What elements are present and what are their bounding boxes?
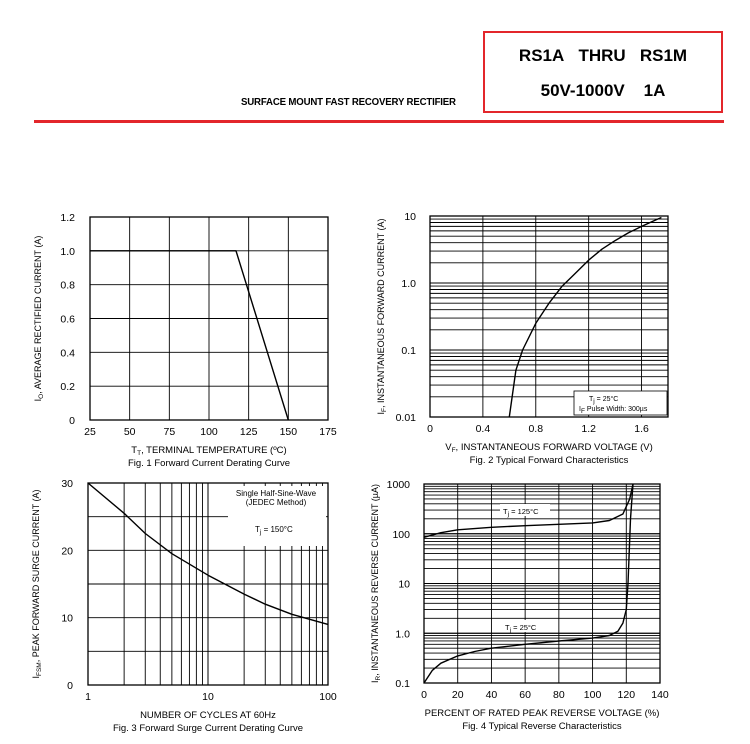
figure-caption: Fig. 3 Forward Surge Current Derating Curve — [112, 723, 304, 734]
y-tick-label: 10 — [61, 612, 73, 625]
x-tick-label: 1 — [85, 691, 91, 703]
figure-2 — [376, 211, 668, 466]
x-tick-label: 125 — [239, 426, 258, 438]
x-tick-label: 100 — [319, 691, 337, 703]
grid-lines-2 — [430, 216, 668, 417]
x-tick-label: 100 — [200, 426, 218, 438]
x-tick-label: 175 — [319, 426, 337, 438]
x-tick-label: 10 — [202, 691, 214, 703]
series-line-1 — [90, 251, 288, 420]
grid-lines-1 — [90, 217, 328, 420]
part-from: RS1A — [518, 46, 565, 65]
x-axis-label: NUMBER OF CYCLES AT 60Hz — [140, 710, 276, 721]
annotation-pulse: IF Pulse Width: 300µs — [579, 406, 648, 415]
annotation-tj: $T_j = 150^\circ C$ — [255, 525, 293, 536]
x-tick-label: 1.2 — [581, 423, 596, 435]
x-tick-label: 75 — [163, 426, 176, 438]
figure-4 — [370, 479, 669, 732]
thru-label: THRU — [578, 46, 626, 65]
x-tick-label: 40 — [485, 689, 498, 701]
series-label-25c: Tj = 25°C — [505, 623, 537, 634]
x-axis-label: $V_F$, INSTANTANEOUS FORWARD VOLTAGE (V) — [445, 442, 653, 454]
figure-1 — [33, 212, 337, 469]
x-tick-label: 120 — [617, 689, 636, 701]
x-tick-label: 0 — [421, 689, 427, 701]
x-tick-label: 50 — [123, 426, 136, 438]
y-tick-label: 0.2 — [60, 381, 75, 394]
x-tick-label: 80 — [553, 689, 565, 701]
figure-3 — [31, 478, 337, 734]
y-tick-label: 0.1 — [395, 678, 410, 690]
x-tick-label: 100 — [583, 689, 602, 701]
y-tick-label: 0.8 — [60, 279, 75, 292]
figure-caption: Fig. 4 Typical Reverse Characteristics — [462, 721, 622, 732]
series-line-1 — [509, 218, 661, 418]
y-axis-label: $I_R$, INSTANTANEOUS REVERSE CURRENT (µA) — [370, 484, 382, 683]
y-tick-label: 1.0 — [60, 245, 75, 258]
x-tick-label: 60 — [519, 689, 531, 701]
x-tick-label: 25 — [84, 426, 96, 438]
annotation-wave: Single Half-Sine-Wave — [235, 489, 317, 498]
y-tick-label: 0 — [67, 680, 73, 692]
x-tick-label: 140 — [651, 689, 669, 701]
x-tick-label: 0 — [427, 423, 433, 435]
y-tick-label: 0 — [69, 415, 75, 427]
x-tick-label: 1.6 — [634, 423, 649, 435]
y-tick-label: 30 — [61, 478, 73, 490]
y-tick-label: 0.6 — [60, 313, 75, 326]
x-tick-label: 150 — [279, 426, 298, 438]
x-axis-label: $T_T$, TERMINAL TEMPERATURE (ºC) — [131, 445, 287, 457]
x-axis-label: PERCENT OF RATED PEAK REVERSE VOLTAGE (%) — [424, 708, 660, 719]
part-to: RS1M — [639, 46, 688, 65]
plot-frame — [430, 216, 668, 417]
voltage-rating: 50V-1000V — [540, 81, 625, 100]
y-tick-label: 10 — [404, 211, 416, 223]
annotation-tj: Tj = 25°C — [589, 396, 619, 405]
y-axis-label: $I_{FSM}$, PEAK FORWARD SURGE CURRENT (A) — [31, 489, 43, 679]
x-tick-label: 0.8 — [528, 423, 544, 435]
series-label-125c: Tj = 125°C — [503, 507, 539, 518]
y-axis-label: $I_F$, INSTANTANEOUS FORWARD CURRENT (A) — [376, 218, 388, 415]
y-tick-label: 0.01 — [395, 412, 416, 424]
y-tick-label: 1.0 — [401, 278, 416, 290]
annotation-method: (JEDEC Method) — [245, 498, 307, 507]
y-tick-label: 20 — [61, 545, 73, 558]
x-tick-label: 20 — [451, 689, 464, 701]
x-tick-label: 0.4 — [475, 423, 491, 435]
y-tick-label: 1.0 — [395, 628, 410, 641]
y-tick-label: 0.4 — [60, 347, 75, 360]
y-tick-label: 0.1 — [401, 345, 416, 357]
y-tick-label: 1.2 — [60, 212, 75, 224]
page-subtitle: SURFACE MOUNT FAST RECOVERY RECTIFIER — [241, 96, 456, 108]
figure-caption: Fig. 1 Forward Current Derating Curve — [127, 458, 291, 469]
current-rating: 1A — [643, 81, 666, 100]
y-tick-label: 1000 — [386, 479, 410, 491]
y-axis-label: $I_O$, AVERAGE RECTIFIED CURRENT (A) — [33, 235, 45, 402]
y-tick-label: 100 — [392, 528, 410, 541]
figure-caption: Fig. 2 Typical Forward Characteristics — [469, 455, 629, 466]
y-tick-label: 10 — [398, 578, 410, 591]
